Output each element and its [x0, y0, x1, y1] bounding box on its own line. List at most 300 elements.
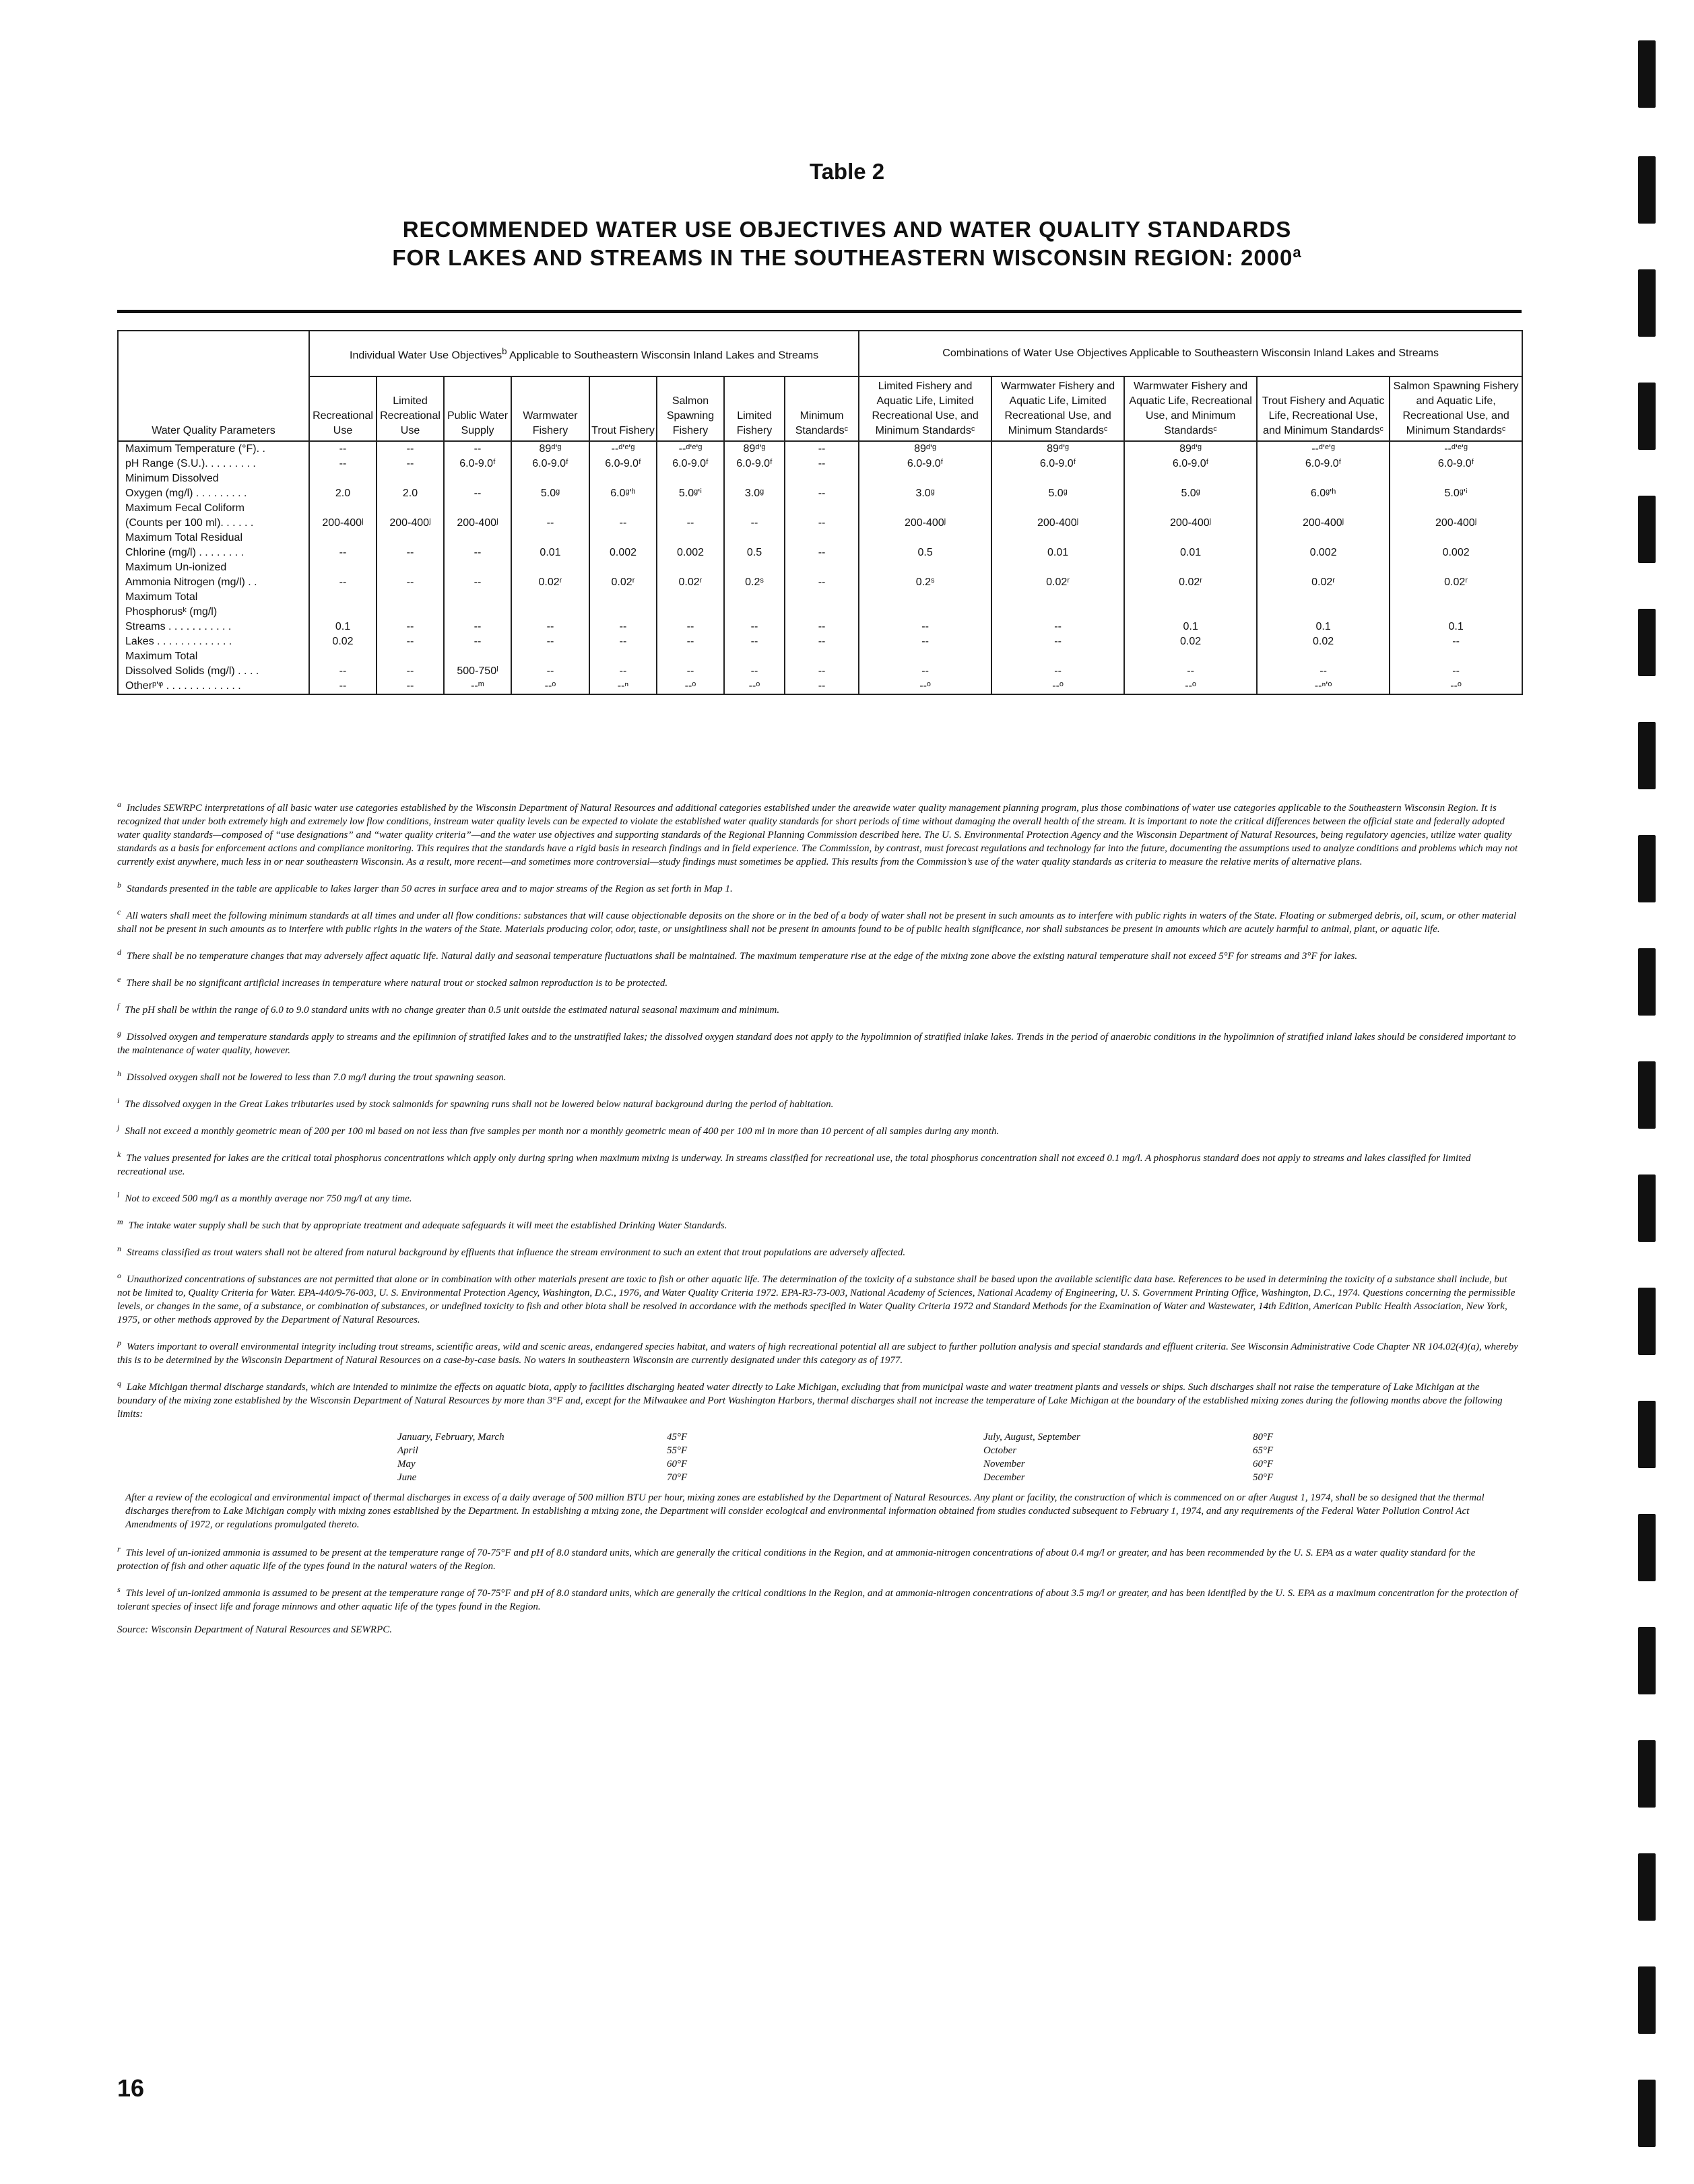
- table-cell: [1390, 501, 1522, 516]
- table-cell: 0.5: [859, 545, 991, 560]
- month-limit: 60°F: [667, 1459, 688, 1469]
- table-cell: --: [309, 545, 377, 560]
- table-cell: 6.0-9.0ᶠ: [859, 457, 991, 471]
- table-cell: 0.01: [991, 545, 1124, 560]
- table-cell: [859, 471, 991, 486]
- footnote-label: a: [117, 799, 121, 809]
- table-cell: --: [991, 620, 1124, 634]
- footnote: [117, 878, 1518, 896]
- footnote: [117, 1094, 1518, 1111]
- table-row: [118, 575, 1522, 590]
- table-cell: --: [444, 575, 511, 590]
- table-cell: [444, 605, 511, 620]
- table-cell: --: [991, 634, 1124, 649]
- table-cell: --: [859, 664, 991, 679]
- table-cell: 6.0-9.0ᶠ: [589, 457, 657, 471]
- row-parameter: Maximum Un-ionized: [118, 560, 309, 575]
- table-cell: 6.0-9.0ᶠ: [1124, 457, 1257, 471]
- footnote: [117, 1269, 1518, 1327]
- binding-mark: [1638, 835, 1656, 902]
- footnote: [117, 1336, 1518, 1367]
- table-cell: --: [444, 545, 511, 560]
- table-row: [118, 620, 1522, 634]
- footnote-label: r: [117, 1544, 121, 1554]
- table-cell: --: [657, 664, 724, 679]
- table-cell: 0.02ʳ: [1257, 575, 1390, 590]
- footnote-label: s: [117, 1585, 121, 1594]
- footnote-text: Waters important to overall environmental integrity including trout streams, scientific areas, wild and scenic areas, endangered species habitat, and waters of high recreational potential all are subject to further pollution analysis and special standards and effluent criteria. See Wisconsin Administrative Code Chapter NR 104.02(4)(a), whereby this is to be determined by the Wisconsin Department of Natural Resources on a case-by-case basis. No waters in southeastern Wisconsin are currently designated under this category as of 1977.: [117, 1342, 1518, 1366]
- footnote-text: This level of un-ionized ammonia is assumed to be present at the temperature range of 70-75°F and pH of 8.0 standard units, which are generally the critical conditions in the Region, and at ammonia-nitrogen concentrations of about 0.4 mg/l or greater, and has been recommended by the U. S. EPA as a water quality standard for the protection of fish and other aquatic life of the types found in the natural waters of the Region.: [117, 1548, 1476, 1572]
- footnote-label: b: [117, 880, 121, 890]
- table-cell: --: [1124, 664, 1257, 679]
- table-cell: [859, 531, 991, 545]
- table-cell: 5.0ᵍ: [991, 486, 1124, 501]
- table-cell: --: [444, 486, 511, 501]
- table-cell: --: [859, 634, 991, 649]
- table-cell: [785, 471, 859, 486]
- table-cell: --: [1390, 634, 1522, 649]
- table-cell: --: [859, 620, 991, 634]
- table-cell: [1124, 590, 1257, 605]
- month-limit: 70°F: [667, 1472, 688, 1483]
- table-cell: --ᵈʹᵉʹᵍ: [1390, 441, 1522, 457]
- table-cell: --: [991, 664, 1124, 679]
- table-cell: --: [724, 634, 785, 649]
- table-cell: 5.0ᵍ: [511, 486, 589, 501]
- table-cell: [657, 605, 724, 620]
- footnote-text: Not to exceed 500 mg/l as a monthly average nor 750 mg/l at any time.: [125, 1193, 412, 1204]
- table-cell: --: [589, 620, 657, 634]
- table-cell: --: [377, 575, 444, 590]
- col-header-parameters: Water Quality Parameters: [118, 331, 309, 441]
- table-cell: --: [444, 620, 511, 634]
- table-cell: --: [309, 441, 377, 457]
- table-cell: 6.0-9.0ᶠ: [1390, 457, 1522, 471]
- table-cell: [859, 649, 991, 664]
- table-cell: [589, 471, 657, 486]
- table-cell: [1390, 471, 1522, 486]
- table-cell: [991, 531, 1124, 545]
- table-cell: --: [724, 516, 785, 531]
- col-header: Minimum Standardsᶜ: [785, 376, 859, 441]
- table-cell: --: [657, 620, 724, 634]
- table-cell: 6.0-9.0ᶠ: [1257, 457, 1390, 471]
- table-cell: [724, 560, 785, 575]
- table-cell: 500-750ˡ: [444, 664, 511, 679]
- table-cell: [785, 605, 859, 620]
- table-cell: [1124, 471, 1257, 486]
- row-parameter: Maximum Total Residual: [118, 531, 309, 545]
- table-cell: [444, 471, 511, 486]
- footnotes: [117, 797, 1518, 1636]
- table-cell: [589, 501, 657, 516]
- row-parameter: pH Range (S.U.). . . . . . . . .: [118, 457, 309, 471]
- table-cell: 89ᵈʹᵍ: [1124, 441, 1257, 457]
- table-cell: [589, 560, 657, 575]
- row-parameter: Maximum Fecal Coliform: [118, 501, 309, 516]
- footnote-text: Dissolved oxygen and temperature standards apply to streams and the epilimnion of stratified lakes and to the unstratified lakes; the dissolved oxygen standard does not apply to the hypolimnion of stratified inlake lakes. Trends in the period of anaerobic conditions in the hypolimnion of stratified inland lakes should be considered important to the maintenance of water quality, however.: [117, 1032, 1516, 1056]
- month-label: December: [983, 1472, 1025, 1483]
- table-title-line-2-text: FOR LAKES AND STREAMS IN THE SOUTHEASTERN WISCONSIN REGION: 2000: [392, 245, 1293, 270]
- row-parameter: Dissolved Solids (mg/l) . . . .: [118, 664, 309, 679]
- table-cell: [1257, 560, 1390, 575]
- row-parameter: Ammonia Nitrogen (mg/l) . .: [118, 575, 309, 590]
- table-cell: --: [309, 664, 377, 679]
- table-cell: 0.002: [1257, 545, 1390, 560]
- table-cell: --ᵒ: [511, 679, 589, 694]
- table-row: [118, 516, 1522, 531]
- footnote-list: [117, 797, 1518, 1421]
- table-cell: [444, 649, 511, 664]
- table-cell: [377, 560, 444, 575]
- binding-mark: [1638, 2080, 1656, 2147]
- table-cell: [724, 605, 785, 620]
- table-cell: [1390, 590, 1522, 605]
- col-header: Trout Fishery: [589, 376, 657, 441]
- table-cell: [309, 501, 377, 516]
- footnote-text: Shall not exceed a monthly geometric mean of 200 per 100 ml based on not less than five samples per month nor a monthly geometric mean of 400 per 100 ml in more than 10 percent of all samples during any month.: [125, 1126, 1000, 1137]
- footnote: [117, 1067, 1518, 1084]
- table-cell: --ⁿ: [589, 679, 657, 694]
- table-cell: [589, 531, 657, 545]
- table-cell: [991, 501, 1124, 516]
- table-cell: 0.1: [1124, 620, 1257, 634]
- month-label: June: [397, 1472, 417, 1483]
- month-label: January, February, March: [397, 1432, 504, 1443]
- footnote-text: There shall be no significant artificial increases in temperature where natural trout or stocked salmon reproduction is to be protected.: [126, 978, 668, 989]
- table-cell: 0.02ʳ: [589, 575, 657, 590]
- binding-mark: [1638, 609, 1656, 676]
- col-header: Salmon Spawning Fishery and Aquatic Life, Recreational Use, and Minimum Standardsᶜ: [1390, 376, 1522, 441]
- footnote-text: Standards presented in the table are applicable to lakes larger than 50 acres in surface area and to major streams of the Region as set forth in Map 1.: [127, 884, 733, 894]
- footnote-label: l: [117, 1190, 120, 1199]
- table-cell: 200-400ʲ: [1124, 516, 1257, 531]
- table-row: [118, 471, 1522, 486]
- table-cell: [991, 605, 1124, 620]
- table-cell: [589, 590, 657, 605]
- table-cell: [511, 590, 589, 605]
- row-parameter: Oxygen (mg/l) . . . . . . . . .: [118, 486, 309, 501]
- table-cell: [309, 605, 377, 620]
- table-cell: [657, 590, 724, 605]
- month-label: July, August, September: [983, 1432, 1080, 1443]
- footnote-text: Unauthorized concentrations of substances are not permitted that alone or in combination with other materials present are toxic to fish or other aquatic life. The determination of the toxicity of a substance shall be based upon the available scientific data base. References to be used in determining the toxicity of a substance shall include, but not be limited to, Quality Criteria for Water. EPA-440/9-76-003, U. S. Environmental Protection Agency, Washington, D.C., 1976, and Water Quality Criteria 1972. EPA-R3-73-003, National Academy of Sciences, National Academy of Engineering, U. S. Government Printing Office, Washington, D.C., 1974. Questions concerning the permissible levels, or changes in the same, of a substance, or combination of substances, or undefined toxicity to fish and other biota shall be resolved in accordance with the methods specified in Water Quality Criteria 1972 and Standard Methods for the Examination of Water and Wastewater, 14th Edition, American Public Health Association, New York, 1975, or other methods approved by the Department of Natural Resources.: [117, 1274, 1516, 1325]
- table-cell: --: [589, 664, 657, 679]
- table-cell: 200-400ʲ: [1257, 516, 1390, 531]
- footnote: [117, 999, 1518, 1017]
- col-header: Trout Fishery and Aquatic Life, Recreational Use, and Minimum Standardsᶜ: [1257, 376, 1390, 441]
- table-row: [118, 501, 1522, 516]
- table-cell: [1124, 501, 1257, 516]
- table-cell: --: [785, 664, 859, 679]
- table-cell: [859, 590, 991, 605]
- col-header: Limited Recreational Use: [377, 376, 444, 441]
- table-cell: [1124, 531, 1257, 545]
- footnote-label: e: [117, 974, 121, 984]
- table-cell: --: [444, 634, 511, 649]
- footnote-label: o: [117, 1271, 121, 1280]
- table-cell: [1390, 560, 1522, 575]
- table-cell: [1257, 605, 1390, 620]
- table-title-line-1: RECOMMENDED WATER USE OBJECTIVES AND WATER QUALITY STANDARDS: [402, 217, 1292, 242]
- table-cell: [785, 531, 859, 545]
- table-cell: --ᵈʹᵉʹᵍ: [657, 441, 724, 457]
- table-cell: [1390, 605, 1522, 620]
- month-limit: 80°F: [1253, 1432, 1274, 1443]
- table-cell: --: [444, 441, 511, 457]
- table-cell: 5.0ᵍʹⁱ: [657, 486, 724, 501]
- table-cell: [1390, 531, 1522, 545]
- table-cell: 6.0-9.0ᶠ: [657, 457, 724, 471]
- table-cell: --: [657, 634, 724, 649]
- footnote-list-tail: [117, 1542, 1518, 1614]
- page-number: 16: [117, 2074, 145, 2102]
- footnote-text: Lake Michigan thermal discharge standards, which are intended to minimize the effects on aquatic biota, apply to facilities discharging heated water directly to Lake Michigan, excluding that from municipal waste and water treatment plants and vessels or ships. Such discharges shall not raise the temperature of Lake Michigan at the boundary of the mixing zone established by the Wisconsin Department of Natural Resources by more than 3°F and, except for the Milwaukee and Port Washington Harbors, thermal discharges shall not increase the temperature of Lake Michigan at the boundary of the established mixing zones during the following months above the following limits:: [117, 1382, 1503, 1420]
- table-cell: 0.1: [309, 620, 377, 634]
- table-cell: 89ᵈʹᵍ: [991, 441, 1124, 457]
- table-cell: [444, 590, 511, 605]
- table-row: [118, 560, 1522, 575]
- group-individual-sup: b: [502, 345, 507, 356]
- table-cell: [444, 531, 511, 545]
- table-cell: --ⁿʹᵒ: [1257, 679, 1390, 694]
- footnote-text: The intake water supply shall be such that by appropriate treatment and adequate safeguards it will meet the established Drinking Water Standards.: [128, 1220, 727, 1231]
- table-cell: --ᵐ: [444, 679, 511, 694]
- title-footnote-ref: a: [1293, 244, 1302, 261]
- table-cell: 6.0-9.0ᶠ: [444, 457, 511, 471]
- table-cell: [1257, 531, 1390, 545]
- footnote-label: m: [117, 1217, 123, 1226]
- footnote-text: The dissolved oxygen in the Great Lakes tributaries used by stock salmonids for spawning runs shall not be lowered below natural background during the period of habitation.: [125, 1099, 834, 1110]
- footnote: [117, 905, 1518, 936]
- table-cell: 200-400ʲ: [309, 516, 377, 531]
- table-cell: --ᵒ: [724, 679, 785, 694]
- footnote-label: p: [117, 1338, 121, 1348]
- table-cell: --: [377, 664, 444, 679]
- month-label: May: [397, 1459, 416, 1469]
- table-cell: 200-400ʲ: [1390, 516, 1522, 531]
- table-cell: 89ᵈʹᵍ: [511, 441, 589, 457]
- table-cell: 89ᵈʹᵍ: [859, 441, 991, 457]
- table-cell: [785, 501, 859, 516]
- binding-mark: [1638, 1966, 1656, 2034]
- source-note: Source: Wisconsin Department of Natural Resources and SEWRPC.: [117, 1624, 393, 1635]
- table-cell: [991, 649, 1124, 664]
- col-header: Public Water Supply: [444, 376, 511, 441]
- footnote: [117, 1542, 1518, 1573]
- table-cell: --: [785, 575, 859, 590]
- binding-mark: [1638, 722, 1656, 789]
- table-cell: [1257, 649, 1390, 664]
- binding-mark: [1638, 1401, 1656, 1468]
- month-label: November: [983, 1459, 1025, 1469]
- table-cell: --: [785, 620, 859, 634]
- table-row: [118, 649, 1522, 664]
- table-cell: --: [377, 457, 444, 471]
- table-cell: 0.002: [1390, 545, 1522, 560]
- table-cell: [785, 590, 859, 605]
- month-limit: 60°F: [1253, 1459, 1274, 1469]
- table-cell: --: [377, 441, 444, 457]
- table-row: [118, 664, 1522, 679]
- footnote: [117, 946, 1518, 963]
- table-cell: 6.0ᵍʹʰ: [589, 486, 657, 501]
- footnote-label: h: [117, 1069, 121, 1078]
- table-cell: [309, 471, 377, 486]
- table-cell: [511, 605, 589, 620]
- row-parameter: Maximum Total: [118, 590, 309, 605]
- table-cell: 200-400ʲ: [991, 516, 1124, 531]
- footnote: [117, 1377, 1518, 1421]
- binding-mark: [1638, 1061, 1656, 1129]
- table-cell: [1257, 501, 1390, 516]
- table-cell: --: [589, 634, 657, 649]
- table-cell: [991, 560, 1124, 575]
- lake-michigan-month-limits: [397, 1430, 1518, 1484]
- footnote: [117, 1148, 1518, 1179]
- table-cell: [511, 531, 589, 545]
- footnote-label: d: [117, 948, 121, 957]
- footnote-text: This level of un-ionized ammonia is assumed to be present at the temperature range of 70-75°F and pH of 8.0 standard units, which are generally the critical conditions in the Region, and at ammonia-nitrogen concentrations of about 3.5 mg/l or greater, and has been identified by the U. S. EPA as a maximum concentration for the protection of tolerant species of insect life and forage minnows and other aquatic life of the types found in the Region.: [117, 1588, 1518, 1612]
- table-cell: [309, 590, 377, 605]
- table-cell: [377, 531, 444, 545]
- table-number: Table 2: [809, 159, 885, 184]
- table-cell: [309, 649, 377, 664]
- binding-mark: [1638, 496, 1656, 563]
- table-cell: --: [309, 457, 377, 471]
- table-cell: --: [785, 516, 859, 531]
- table-cell: [1257, 471, 1390, 486]
- table-cell: --: [785, 679, 859, 694]
- table-cell: --: [511, 516, 589, 531]
- table-cell: [785, 649, 859, 664]
- table-cell: --: [377, 620, 444, 634]
- col-header: Salmon Spawning Fishery: [657, 376, 724, 441]
- footnote: [117, 1242, 1518, 1259]
- table-cell: [444, 501, 511, 516]
- table-title-line-2: [0, 244, 1694, 271]
- binding-mark: [1638, 1740, 1656, 1808]
- column-header-row: [118, 376, 1522, 441]
- table-row: [118, 634, 1522, 649]
- table-cell: [1124, 649, 1257, 664]
- footnote-text: All waters shall meet the following minimum standards at all times and under all flow conditions: substances that will cause objectionable deposits on the shore or in the bed of a body of water shall not be present in such amounts as to interfere with public rights in waters of the State. Floating or submerged debris, oil, scum, or other material shall not be present in such amounts as to interfere with public rights in the waters of the State. Materials producing color, odor, taste, or unsightliness shall not be present in amounts found to be of public health significance, nor shall substances be present in amounts which are acutely harmful to animal, plant, or aquatic life.: [117, 911, 1517, 935]
- table-row: [118, 679, 1522, 694]
- table-cell: [589, 605, 657, 620]
- table-cell: 5.0ᵍʹⁱ: [1390, 486, 1522, 501]
- table-cell: [1124, 605, 1257, 620]
- table-cell: [991, 590, 1124, 605]
- after-review-paragraph: After a review of the ecological and environmental impact of thermal discharges in excess of a daily average of 500 million BTU per hour, mixing zones are established by the Department of Natural Resources. Any plant or facility, the construction of which is commenced on or after August 1, 1974, shall be so designed that the thermal discharges therefrom to Lake Michigan comply with mixing zones established by the Department. In establishing a mixing zone, the Department will consider ecological and environmental information obtained from studies conducted subsequent to February 1, 1974, and any requirements of the Federal Water Pollution Control Act Amendments of 1972, or regulations promulgated thereto.: [125, 1492, 1485, 1530]
- table-cell: [657, 560, 724, 575]
- table-cell: [991, 471, 1124, 486]
- table-cell: 0.02ʳ: [511, 575, 589, 590]
- row-parameter: Otherᵖʹᵠ . . . . . . . . . . . . .: [118, 679, 309, 694]
- footnote-text: The values presented for lakes are the critical total phosphorus concentrations which apply only during spring when maximum mixing is underway. In streams classified for recreational use, the total phosphorus concentration shall not exceed 0.1 mg/l. A phosphorus standard does not apply to streams and lakes classified for limited recreational use.: [117, 1153, 1471, 1177]
- binding-mark: [1638, 948, 1656, 1016]
- binding-mark: [1638, 383, 1656, 450]
- table-cell: 0.02ʳ: [1124, 575, 1257, 590]
- table-cell: 0.2ˢ: [724, 575, 785, 590]
- table-cell: 3.0ᵍ: [724, 486, 785, 501]
- table-cell: 0.02ʳ: [657, 575, 724, 590]
- table-cell: --: [377, 634, 444, 649]
- table-cell: --ᵒ: [657, 679, 724, 694]
- table-cell: [1124, 560, 1257, 575]
- table-cell: 2.0: [377, 486, 444, 501]
- table-cell: 200-400ʲ: [859, 516, 991, 531]
- table-cell: 2.0: [309, 486, 377, 501]
- table-cell: --: [511, 664, 589, 679]
- table-cell: [724, 590, 785, 605]
- table-cell: 0.2ˢ: [859, 575, 991, 590]
- footnote: [117, 797, 1518, 869]
- col-header: Limited Fishery: [724, 376, 785, 441]
- table-cell: 0.02: [1257, 634, 1390, 649]
- table-cell: [444, 560, 511, 575]
- table-cell: [511, 471, 589, 486]
- footnote-label: n: [117, 1244, 121, 1253]
- month-limit: 55°F: [667, 1445, 688, 1456]
- table-row: [118, 457, 1522, 471]
- table-cell: 0.002: [657, 545, 724, 560]
- footnote-text: Dissolved oxygen shall not be lowered to less than 7.0 mg/l during the trout spawning season.: [127, 1072, 507, 1083]
- row-parameter: Lakes . . . . . . . . . . . . .: [118, 634, 309, 649]
- binding-mark: [1638, 1174, 1656, 1242]
- month-limit: 65°F: [1253, 1445, 1274, 1456]
- table-cell: [511, 501, 589, 516]
- footnote-text: Includes SEWRPC interpretations of all basic water use categories established by the Wisconsin Department of Natural Resources and additional categories established under the areawide water quality management planning program, plus those combinations of water use categories applicable to the Southeastern Wisconsin Region. It is recognized that under both extremely high and extremely low flow conditions, instream water quality levels can be expected to violate the established water quality standards for short periods of time without damaging the overall health of the stream. It is important to note the critical differences between the official state and federally adopted water quality standards—composed of “use designations” and “water quality criteria”—and the water use objectives and supporting standards of the Regional Planning Commission described here. The U. S. Environmental Protection Agency and the Wisconsin Department of Natural Resources, being regulatory agencies, utilize water quality standards as a basis for enforcement actions and compliance monitoring. This requires that the standards have a rigid basis in research findings and in field experience. The Commission, by contrast, must forecast regulations and technology far into the future, documenting the assumptions used to analyze conditions and problems which may not currently exist anywhere, much less in or near southeastern Wisconsin. As a result, more recent—and sometimes more controversial—study findings must sometimes be applied. This results from the Commission’s use of the water quality standards as criteria to measure the relative merits of alternative plans.: [117, 803, 1518, 867]
- table-cell: [1390, 649, 1522, 664]
- footnote: [117, 972, 1518, 990]
- table-cell: 0.01: [1124, 545, 1257, 560]
- table-cell: 0.02ʳ: [991, 575, 1124, 590]
- col-header: Recreational Use: [309, 376, 377, 441]
- footnote-label: i: [117, 1096, 120, 1105]
- table-row: [118, 590, 1522, 605]
- table-cell: 6.0-9.0ᶠ: [991, 457, 1124, 471]
- binding-mark: [1638, 1627, 1656, 1694]
- row-parameter: Minimum Dissolved: [118, 471, 309, 486]
- row-parameter: (Counts per 100 ml). . . . . .: [118, 516, 309, 531]
- group-header-combinations: Combinations of Water Use Objectives Applicable to Southeastern Wisconsin Inland Lakes and Streams: [859, 331, 1522, 376]
- table-cell: --: [785, 441, 859, 457]
- table-row: [118, 441, 1522, 457]
- group-individual-tail: Applicable to Southeastern Wisconsin Inland Lakes and Streams: [509, 350, 819, 362]
- table-cell: 0.02ʳ: [1390, 575, 1522, 590]
- table-cell: --ᵈʹᵉʹᵍ: [589, 441, 657, 457]
- table-cell: [657, 531, 724, 545]
- table-cell: --: [657, 516, 724, 531]
- col-header: Warmwater Fishery and Aquatic Life, Limited Recreational Use, and Minimum Standardsᶜ: [991, 376, 1124, 441]
- table-row: [118, 605, 1522, 620]
- footnote-label: k: [117, 1150, 121, 1159]
- col-header: Limited Fishery and Aquatic Life, Limited Recreational Use, and Minimum Standardsᶜ: [859, 376, 991, 441]
- footnote: [117, 1188, 1518, 1205]
- col-header: Warmwater Fishery and Aquatic Life, Recreational Use, and Minimum Standardsᶜ: [1124, 376, 1257, 441]
- table-cell: [657, 649, 724, 664]
- table-cell: [511, 649, 589, 664]
- table-cell: 0.1: [1390, 620, 1522, 634]
- table-cell: [1257, 590, 1390, 605]
- table-cell: --: [511, 620, 589, 634]
- table-cell: [377, 605, 444, 620]
- binding-mark: [1638, 40, 1656, 108]
- table-cell: [859, 560, 991, 575]
- table-row: [118, 531, 1522, 545]
- footnote: [117, 1026, 1518, 1057]
- group-header-individual: [309, 331, 859, 376]
